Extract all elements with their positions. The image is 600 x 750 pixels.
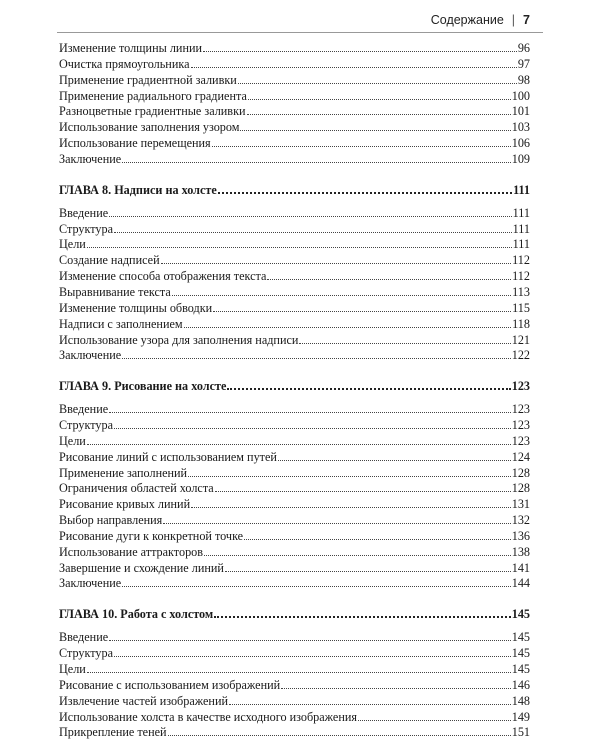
toc-entry-title: Выбор направления	[59, 513, 163, 528]
toc-entry	[59, 348, 530, 364]
dot-leader	[247, 104, 511, 115]
toc-entry-title: Заключение	[59, 576, 122, 591]
toc-entry-title: Введение	[59, 205, 109, 220]
toc-entry	[59, 285, 530, 301]
toc-entry	[59, 253, 530, 269]
dot-leader	[109, 206, 511, 217]
toc-entry-title: Заключение	[59, 151, 122, 166]
dot-leader	[281, 678, 511, 689]
toc-entry-title: Применение градиентной заливки	[59, 72, 237, 87]
dot-leader	[248, 89, 511, 100]
toc-entry-title: Цели	[59, 237, 86, 252]
toc-entry	[59, 206, 530, 222]
toc-entry-title: Изменение толщины линии	[59, 41, 203, 55]
dot-leader	[191, 497, 511, 508]
chapter-heading	[59, 378, 530, 394]
toc-entry-title: Применение радиального градиента	[59, 88, 247, 103]
dot-leader	[238, 73, 517, 84]
toc-entry-title: Создание надписей	[59, 253, 160, 268]
dot-leader	[122, 576, 511, 587]
toc-entry-title: Надписи с заполнением	[59, 316, 183, 331]
toc-entry-title: Структура	[59, 418, 113, 433]
chapter-heading	[59, 606, 530, 622]
dot-leader	[87, 237, 512, 248]
toc-entry-page: 145	[511, 630, 530, 645]
toc-entry	[59, 545, 530, 561]
toc-entry-title: Изменение толщины обводки	[59, 300, 213, 315]
toc-entry	[59, 269, 530, 285]
dot-leader	[204, 545, 511, 556]
toc-entry-title: Заключение	[59, 348, 122, 363]
toc-entry-title: Ограничения областей холста	[59, 481, 214, 496]
toc-entry-page: 123	[511, 433, 530, 448]
dot-leader	[212, 136, 511, 147]
toc-entry-page: 98	[517, 72, 530, 87]
dot-leader	[214, 606, 510, 618]
toc-entry	[59, 725, 530, 741]
toc-entry-page: 145	[511, 662, 530, 676]
toc-entry	[59, 513, 530, 529]
toc-entry	[59, 104, 530, 120]
toc-entry-title: Применение заполнений	[59, 465, 188, 480]
toc-entry-page: 122	[511, 348, 530, 363]
dot-leader	[114, 222, 512, 233]
dot-leader	[109, 402, 511, 413]
dot-leader	[122, 348, 511, 359]
toc-entry-page: 97	[517, 56, 530, 71]
toc-entry-title: Рисование линий с использованием путей	[59, 449, 277, 464]
toc-entry-page: 111	[512, 237, 530, 252]
toc-entry	[59, 136, 530, 152]
toc-entry	[59, 222, 530, 238]
toc-entry-title: Использование аттракторов	[59, 544, 204, 559]
dot-leader	[213, 301, 511, 312]
toc-entry	[59, 694, 530, 710]
dot-leader	[168, 725, 511, 736]
toc-entry-page: 115	[512, 300, 530, 315]
toc-entry-page: 144	[511, 576, 530, 591]
toc-entry-page: 112	[512, 253, 530, 268]
toc-entry	[59, 497, 530, 513]
toc-entry	[59, 529, 530, 545]
dot-leader	[114, 646, 511, 657]
toc-entry	[59, 89, 530, 105]
toc-entry-title: Использование перемещения	[59, 136, 211, 151]
toc-entry-title: Использование заполнения узором	[59, 120, 240, 135]
dot-leader	[184, 317, 512, 328]
dot-leader	[267, 269, 511, 280]
dot-leader	[191, 57, 517, 68]
chapter-heading-title: ГЛАВА 10. Работа с холстом	[59, 607, 214, 622]
toc-entry	[59, 237, 530, 253]
toc-entry-page: 118	[512, 316, 530, 331]
dot-leader	[240, 120, 510, 131]
dot-leader	[87, 434, 511, 445]
toc-entry	[59, 333, 530, 349]
toc-entry-page: 103	[511, 120, 530, 135]
toc-entry	[59, 662, 530, 678]
toc-entry	[59, 434, 530, 450]
dot-leader	[203, 41, 517, 52]
toc-entry-title: Введение	[59, 402, 109, 417]
toc-entry	[59, 710, 530, 726]
toc-entry-title: Рисование кривых линий	[59, 497, 191, 512]
dot-leader	[163, 513, 510, 524]
dot-leader	[215, 481, 511, 492]
toc-entry-title: Использование узора для заполнения надписи	[59, 332, 299, 347]
dot-leader	[229, 694, 511, 705]
toc-entry	[59, 152, 530, 168]
toc-entry-page: 121	[511, 332, 530, 347]
chapter-heading-page: 111	[513, 182, 530, 197]
toc-entry	[59, 646, 530, 662]
toc-entry-page: 149	[511, 709, 530, 724]
toc-entry	[59, 630, 530, 646]
dot-leader	[244, 529, 511, 540]
toc-entry	[59, 402, 530, 418]
toc-entry-title: Выравнивание текста	[59, 284, 171, 299]
toc-entry	[59, 466, 530, 482]
toc-entry	[59, 418, 530, 434]
table-of-contents	[59, 41, 530, 741]
toc-entry-title: Рисование с использованием изображений	[59, 677, 281, 692]
toc-entry	[59, 73, 530, 89]
chapter-heading-page: 123	[511, 379, 530, 394]
toc-entry	[59, 450, 530, 466]
toc-entry-page: 106	[511, 136, 530, 151]
toc-entry	[59, 481, 530, 497]
toc-entry-title: Использование холста в качестве исходного изображения	[59, 709, 357, 724]
chapter-heading-page: 145	[511, 607, 530, 622]
toc-entry-page: 128	[511, 481, 530, 496]
dot-leader	[218, 182, 512, 194]
toc-entry-title: Введение	[59, 630, 109, 645]
dot-leader	[188, 466, 511, 477]
header-section-title: Содержание	[430, 13, 504, 27]
dot-leader	[87, 662, 511, 673]
chapter-heading	[59, 182, 530, 198]
toc-entry-title: Цели	[59, 662, 86, 676]
dot-leader	[122, 152, 511, 163]
toc-entry	[59, 317, 530, 333]
header-rule	[57, 32, 543, 33]
toc-entry-page: 146	[511, 677, 530, 692]
toc-entry-page: 148	[511, 693, 530, 708]
toc-entry-page: 111	[512, 221, 530, 236]
toc-entry	[59, 41, 530, 57]
chapter-heading-title: ГЛАВА 8. Надписи на холсте	[59, 182, 217, 197]
toc-entry-title: Рисование дуги к конкретной точке	[59, 528, 244, 543]
toc-entry-page: 132	[511, 513, 530, 528]
dot-leader	[358, 710, 511, 721]
toc-entry-title: Завершение и схождение линий	[59, 560, 224, 575]
toc-entry-page: 136	[511, 528, 530, 543]
toc-entry-title: Изменение способа отображения текста	[59, 269, 267, 284]
header-page-number: 7	[523, 13, 530, 27]
header-separator: |	[511, 13, 516, 27]
dot-leader	[227, 378, 510, 390]
toc-entry-page: 109	[511, 151, 530, 166]
toc-entry-title: Прикрепление теней	[59, 725, 167, 740]
toc-entry-page: 151	[511, 725, 530, 740]
toc-entry	[59, 120, 530, 136]
dot-leader	[278, 450, 511, 461]
toc-entry-page: 123	[511, 418, 530, 433]
dot-leader	[109, 630, 511, 641]
toc-entry-page: 96	[517, 41, 530, 55]
toc-entry-page: 123	[511, 402, 530, 417]
toc-entry-title: Цели	[59, 433, 86, 448]
toc-entry-page: 141	[511, 560, 530, 575]
toc-entry-title: Структура	[59, 646, 113, 661]
chapter-heading-title: ГЛАВА 9. Рисование на холсте	[59, 379, 227, 394]
toc-entry-page: 100	[511, 88, 530, 103]
toc-entry	[59, 678, 530, 694]
toc-entry-page: 131	[511, 497, 530, 512]
toc-entry-page: 128	[511, 465, 530, 480]
toc-entry-title: Очистка прямоугольника	[59, 56, 190, 71]
toc-entry-page: 101	[511, 104, 530, 119]
toc-entry-page: 112	[512, 269, 530, 284]
toc-entry-page: 145	[511, 646, 530, 661]
toc-entry	[59, 561, 530, 577]
toc-entry	[59, 57, 530, 73]
dot-leader	[225, 561, 511, 572]
toc-entry	[59, 576, 530, 592]
toc-entry-page: 124	[511, 449, 530, 464]
toc-entry-page: 111	[512, 205, 530, 220]
toc-entry-page: 138	[511, 544, 530, 559]
toc-entry	[59, 301, 530, 317]
toc-entry-title: Структура	[59, 221, 113, 236]
running-header	[431, 13, 530, 27]
toc-entry-page: 113	[512, 284, 530, 299]
dot-leader	[114, 418, 511, 429]
toc-entry-title: Разноцветные градиентные заливки	[59, 104, 246, 119]
toc-entry-title: Извлечение частей изображений	[59, 693, 228, 708]
dot-leader	[161, 253, 512, 264]
dot-leader	[299, 333, 510, 344]
dot-leader	[172, 285, 511, 296]
